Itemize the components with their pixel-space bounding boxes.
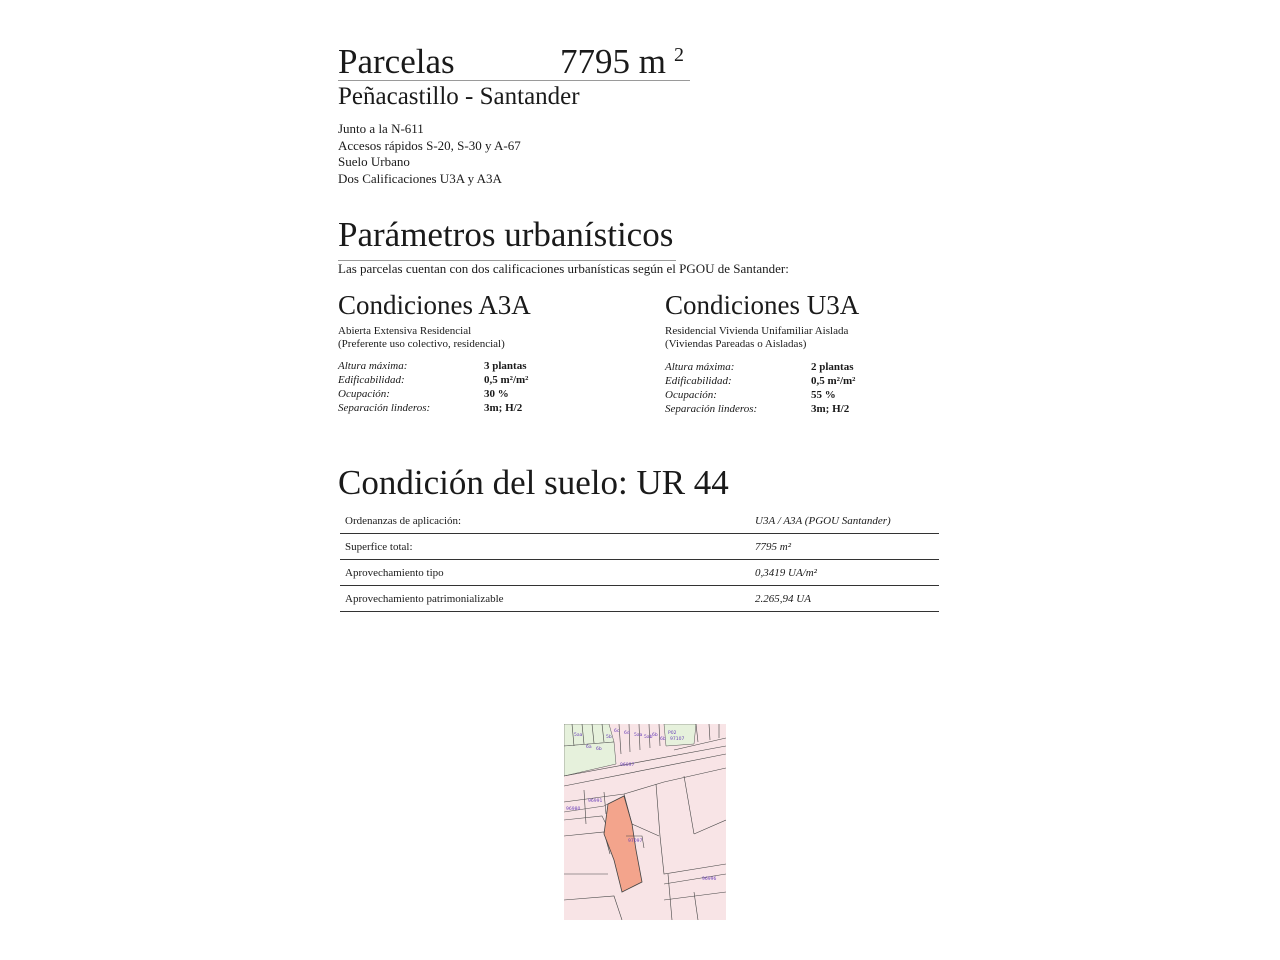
location-subtitle: Peñacastillo - Santander [338,83,580,110]
area-number: 7795 m [560,42,666,81]
a3a-subtitle-line: (Preferente uso colectivo, residencial) [338,338,505,350]
param-value: 2 plantas [811,361,854,373]
param-row [338,401,528,415]
table-row [340,560,939,586]
map-label: P02 [668,731,677,736]
a3a-subtitle-line: Abierta Extensiva Residencial [338,325,472,337]
map-label: 96097 [620,763,635,768]
title-block [338,44,690,81]
u3a-parameters [665,360,855,416]
table-cell-label: Ordenanzas de aplicación: [340,508,755,534]
param-label: Separación linderos: [338,402,431,414]
param-label: Altura máxima: [338,360,408,372]
parameters-intro: Las parcelas cuentan con dos calificaciones urbanísticas según el PGOU de Santander: [338,261,789,276]
table-cell-label: Superfice total: [340,534,755,560]
u3a-subtitle-line: Residencial Vivienda Unifamiliar Aislada [665,325,849,337]
param-value: 30 % [484,388,509,400]
cadastral-map [564,724,726,920]
a3a-subtitle [338,325,505,351]
soil-heading: Condición del suelo: UR 44 [338,463,729,502]
param-value: 3 plantas [484,360,527,372]
map-label: 6d [624,731,630,736]
table-cell-value: 7795 m² [755,534,939,560]
area-value [560,44,684,79]
table-row [340,508,939,534]
param-label: Edificabilidad: [665,375,732,387]
table-cell-label: Aprovechamiento patrimonializable [340,586,755,612]
param-value: 3m; H/2 [811,403,850,415]
param-label: Edificabilidad: [338,374,405,386]
map-label: 6a [586,745,592,750]
param-row [665,388,855,402]
map-label: 6b [596,747,602,752]
map-label: 96991 [588,799,603,804]
table-row [340,534,939,560]
table-cell-value: 0,3419 UA/m² [755,560,939,586]
param-row [665,374,855,388]
page-title: Parcelas [338,42,455,81]
param-row [338,387,528,401]
description-line: Suelo Urbano [338,154,410,170]
table-cell-label: Aprovechamiento tipo [340,560,755,586]
map-label: 5aa [574,733,583,738]
map-label: 96996 [702,877,717,882]
map-label: 6c [614,729,620,734]
description-line: Dos Calificaciones U3A y A3A [338,170,502,186]
soil-table [340,508,939,612]
table-row [340,586,939,612]
map-label: 96980 [566,807,581,812]
map-label: 97097 [628,839,643,844]
parameters-heading: Parámetros urbanísticos [338,215,676,261]
param-value: 55 % [811,389,836,401]
description-line: Junto a la N-611 [338,121,424,136]
param-row [338,373,528,387]
param-row [665,402,855,416]
param-value: 0,5 m²/m² [811,375,856,387]
area-superscript: 2 [673,44,684,66]
param-label: Altura máxima: [665,361,735,373]
param-row [665,360,855,374]
u3a-subtitle [665,325,848,351]
u3a-subtitle-line: (Viviendas Pareadas o Aisladas) [665,338,807,350]
description-line: Accesos rápidos S-20, S-30 y A-67 [338,137,521,153]
description-list [338,121,521,187]
param-value: 3m; H/2 [484,402,523,414]
map-label: 5b [606,735,612,740]
param-label: Ocupación: [665,389,717,401]
map-label: 5ab [644,735,653,740]
map-label: 5aa [634,733,643,738]
u3a-title: Condiciones U3A [665,290,860,320]
map-label: 97107 [670,737,685,742]
param-value: 0,5 m²/m² [484,374,529,386]
param-label: Separación linderos: [665,403,758,415]
a3a-title: Condiciones A3A [338,290,531,320]
map-label: 6b [660,737,666,742]
param-label: Ocupación: [338,388,390,400]
table-cell-value: U3A / A3A (PGOU Santander) [755,508,939,534]
a3a-parameters [338,359,528,415]
param-row [338,359,528,373]
table-cell-value: 2.265,94 UA [755,586,939,612]
map-label: 6b [652,733,658,738]
